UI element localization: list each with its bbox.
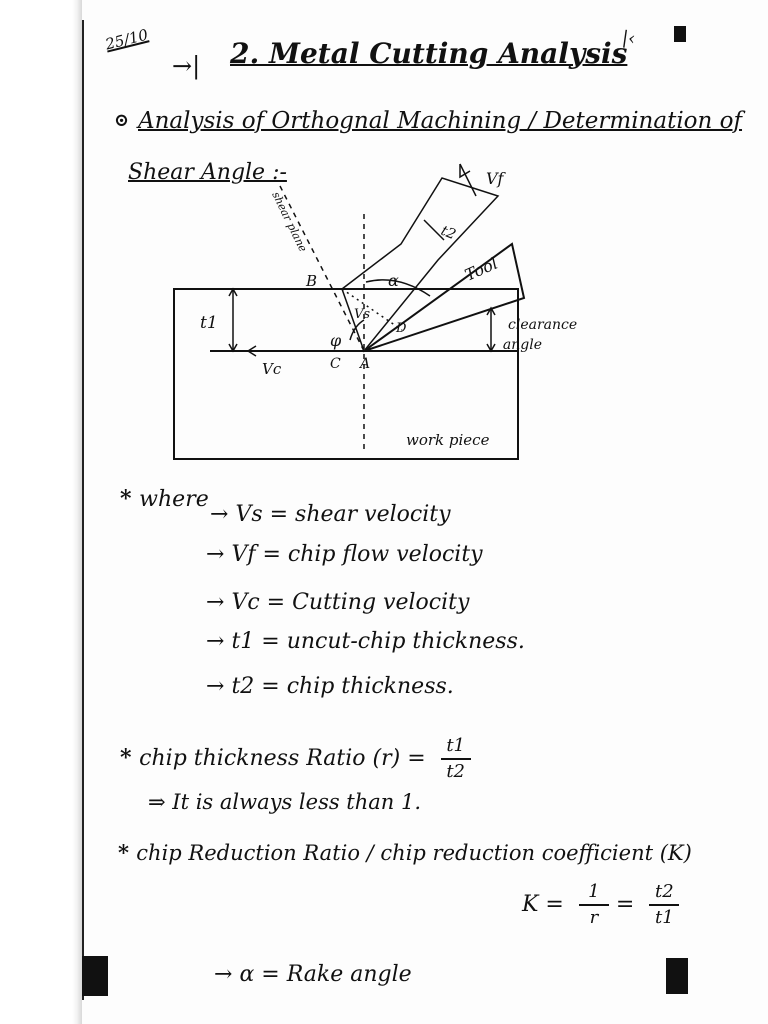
title-arrow: →| (172, 52, 201, 80)
k-fraction-2-denominator: t1 (654, 906, 674, 928)
definition-meaning: = shear velocity (269, 502, 451, 527)
note-text: It is always less than 1. (172, 790, 422, 814)
chip-reduction-label: chip Reduction Ratio / chip reduction coefficient (K) (136, 841, 692, 865)
point-a-label: A (360, 356, 371, 372)
definition-symbol: Vc (231, 590, 260, 615)
definition-symbol: Vf (231, 542, 256, 567)
chip-thickness-ratio-label: chip thickness Ratio (r) = (139, 745, 426, 771)
section-title-line-2: Shear Angle :- (128, 160, 287, 185)
tool-label: Tool (461, 253, 501, 285)
section-title-line-1: Analysis of Orthognal Machining / Determination of (138, 108, 743, 134)
k-formula-fraction-1 (579, 882, 609, 928)
definition-meaning: = Cutting velocity (266, 590, 470, 615)
definition-symbol: t2 (231, 674, 255, 699)
k-fraction-1-denominator: r (589, 906, 599, 928)
t1-label: t1 (200, 313, 218, 333)
k-formula (522, 882, 679, 928)
k-formula-fraction-2 (649, 882, 679, 928)
chip-thickness-ratio-line (120, 736, 471, 782)
k-fraction-2-numerator: t2 (654, 881, 674, 902)
chip-ratio-denominator: t2 (446, 760, 465, 782)
vc-label: Vc (262, 360, 282, 378)
rake-arrow: → (214, 962, 233, 987)
definition-arrow: → (206, 542, 225, 567)
vs-direction-line (342, 289, 402, 330)
chip-thickness-ratio-fraction (441, 736, 471, 782)
definition-meaning: = chip thickness. (261, 674, 454, 699)
definition-item (206, 676, 454, 698)
left-binding-line (82, 20, 84, 1000)
definition-item (210, 504, 451, 526)
tool-outline (364, 244, 524, 351)
rake-text: α = Rake angle (239, 962, 412, 987)
section-bullet: ⊙ (114, 110, 130, 131)
definition-symbol: t1 (231, 629, 255, 654)
bottom-right-corner-mark (666, 958, 688, 994)
title-mark: |‹ (620, 27, 637, 50)
bottom-left-corner-mark (82, 956, 108, 996)
definition-item (206, 631, 525, 653)
k-formula-equals: = (615, 891, 635, 917)
definition-symbol: Vs (235, 502, 263, 527)
t2-label: t2 (438, 222, 458, 244)
k-fraction-2-bar (649, 904, 679, 906)
work-piece-label: work piece (406, 431, 490, 449)
shear-plane-line (280, 186, 364, 351)
phi-label: φ (330, 331, 342, 350)
definition-item (206, 592, 469, 614)
shear-plane-label: shear plane (269, 189, 310, 254)
k-formula-left: K = (522, 891, 564, 917)
where-label: where (139, 487, 209, 512)
page-title: 2. Metal Cutting Analysis (230, 37, 628, 70)
definition-arrow: → (206, 629, 225, 654)
chip-reduction-line (118, 842, 692, 864)
orthogonal-machining-diagram (160, 156, 578, 466)
date-text: 25/10 (103, 25, 150, 54)
chip-ratio-bullet-star: * (120, 744, 140, 771)
ratio-note-line (148, 792, 421, 813)
definition-meaning: = chip flow velocity (262, 542, 483, 567)
note-arrow: ⇒ (148, 790, 166, 814)
k-fraction-1-numerator: 1 (588, 881, 600, 902)
vf-arrow-line (460, 164, 476, 196)
definition-arrow: → (206, 674, 225, 699)
definition-arrow: → (206, 590, 225, 615)
k-fraction-1-bar (579, 904, 609, 906)
vs-label: Vs (354, 307, 371, 322)
rake-angle-line (214, 964, 412, 986)
vf-label: Vf (486, 169, 504, 188)
left-page-edge (0, 0, 82, 1024)
point-b-label: B (306, 272, 318, 290)
top-right-corner-mark (674, 26, 686, 42)
where-bullet-star: * (120, 486, 140, 512)
clearance-label-line-2: angle (502, 337, 542, 353)
where-line (120, 488, 209, 511)
point-d-label: D (396, 321, 407, 336)
chip-ratio-fraction-bar (441, 758, 471, 760)
clearance-label-line-1: clearance (508, 317, 578, 333)
definition-item (206, 544, 483, 566)
definition-arrow: → (210, 502, 229, 527)
reduction-bullet-star: * (118, 840, 137, 865)
definition-meaning: = uncut-chip thickness. (261, 629, 525, 654)
chip-ratio-numerator: t1 (446, 735, 465, 756)
point-c-label: C (330, 356, 341, 372)
alpha-label: α (388, 271, 399, 290)
